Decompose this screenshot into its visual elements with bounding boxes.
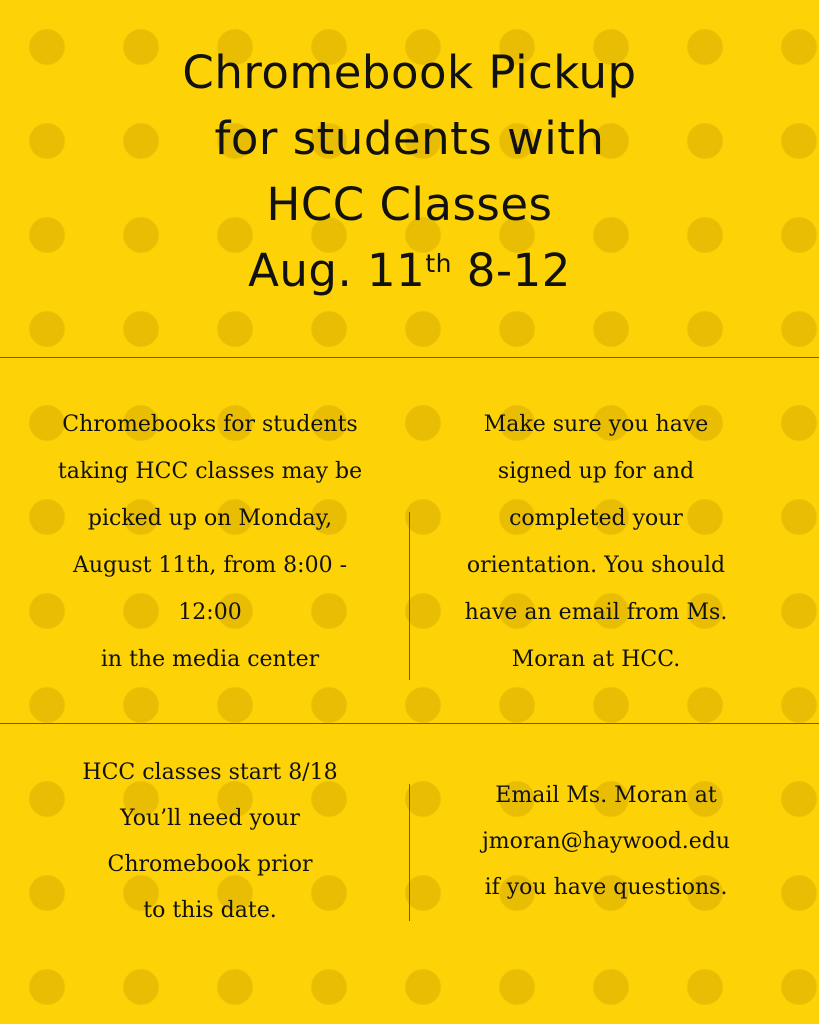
flyer-title	[0, 40, 819, 304]
class-start-info-line: to this date.	[143, 898, 277, 923]
orientation-info-block	[410, 401, 782, 683]
orientation-info-line: signed up for and	[497, 459, 695, 484]
title-date: Aug. 11	[248, 244, 426, 297]
title-line: Chromebook Pickup	[182, 46, 637, 99]
pickup-info-line: Chromebooks for students	[62, 412, 358, 437]
divider-horizontal-top	[0, 357, 819, 358]
pickup-info-line: in the media center	[100, 647, 320, 672]
title-time: 8-12	[451, 244, 571, 297]
orientation-info-line: completed your	[509, 506, 683, 531]
pickup-info-line: taking HCC classes may be	[57, 459, 363, 484]
pickup-info-line: August 11th, from 8:00 -	[72, 553, 347, 578]
orientation-info-line: have an email from Ms.	[464, 600, 728, 625]
contact-info-block	[420, 773, 792, 911]
divider-horizontal-bottom	[0, 723, 819, 724]
pickup-info-line: picked up on Monday,	[87, 506, 333, 531]
divider-vertical-bottom	[409, 784, 410, 921]
pickup-info-line: 12:00	[178, 600, 242, 625]
class-start-info-line: Chromebook prior	[107, 852, 313, 877]
class-start-info-block	[10, 750, 410, 934]
contact-info-line: if you have questions.	[484, 875, 728, 900]
orientation-info-line: Make sure you have	[483, 412, 709, 437]
title-date-ordinal: th	[425, 249, 452, 278]
class-start-info-line: HCC classes start 8/18	[82, 760, 338, 785]
class-start-info-line: You’ll need your	[120, 806, 300, 831]
orientation-info-line: orientation. You should	[466, 553, 726, 578]
contact-info-line: Email Ms. Moran at	[495, 783, 717, 808]
title-date-line	[0, 238, 819, 304]
orientation-info-line: Moran at HCC.	[511, 647, 681, 672]
pickup-info-block	[10, 401, 410, 683]
contact-email[interactable]: jmoran@haywood.edu	[481, 829, 731, 854]
title-line: for students with	[214, 112, 605, 165]
title-line: HCC Classes	[266, 178, 553, 231]
